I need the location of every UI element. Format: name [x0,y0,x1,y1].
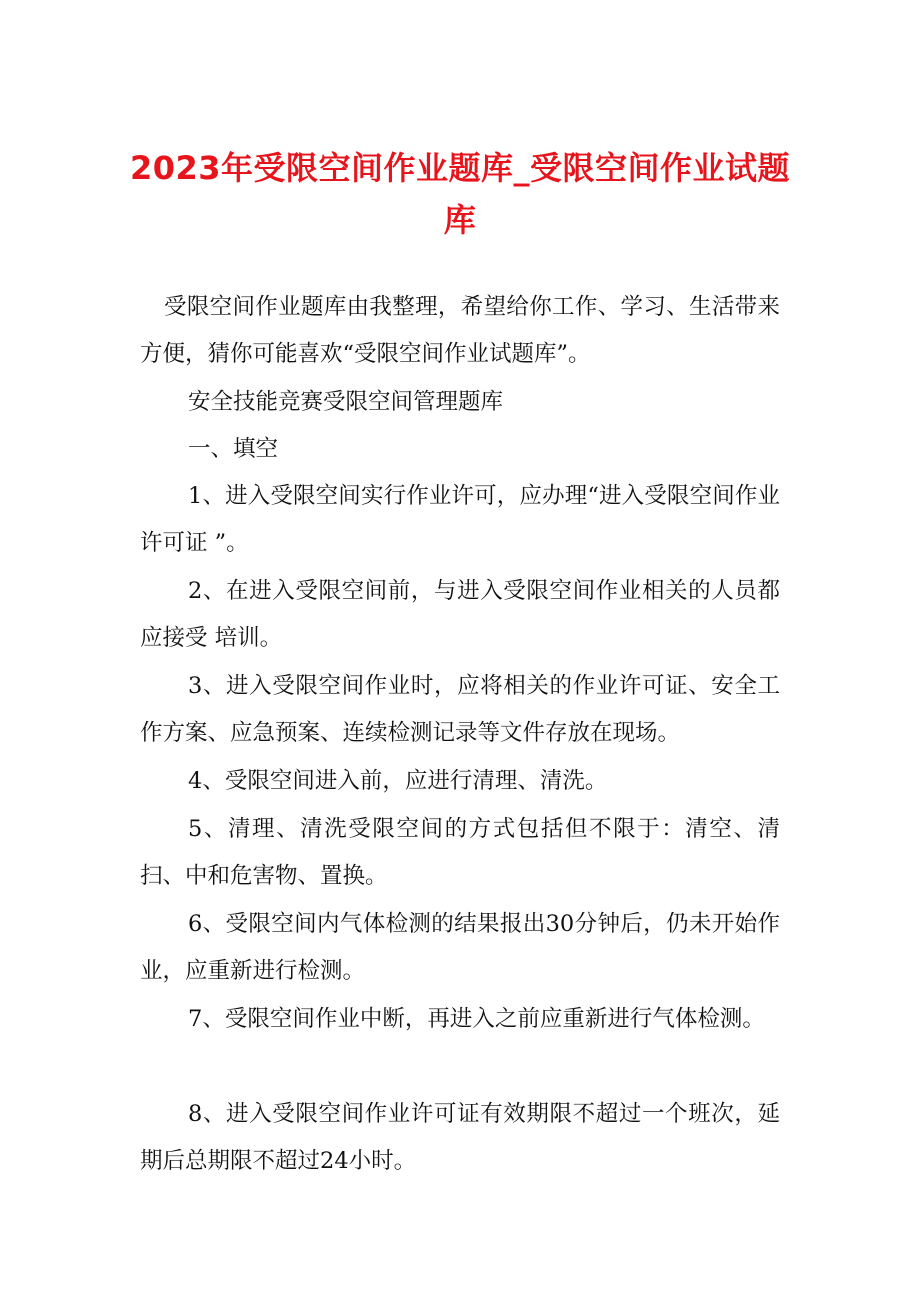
intro-paragraph: 受限空间作业题库由我整理，希望给你工作、学习、生活带来方便，猜你可能喜欢“受限空间作业试题库”。 [140,294,780,367]
question-item-7: 7、受限空间作业中断，再进入之前应重新进行气体检测。 [188,1006,765,1032]
question-item-3: 3、进入受限空间作业时，应将相关的作业许可证、安全工作方案、应急预案、连续检测记录等文件存放在现场。 [140,673,780,746]
section-title: 安全技能竞赛受限空间管理题库 [188,389,504,415]
question-item-1: 1、进入受限空间实行作业许可，应办理“进入受限空间作业许可证 ”。 [140,483,780,556]
part-heading: 一、填空 [188,436,279,462]
question-item-4: 4、受限空间进入前，应进行清理、清洗。 [188,768,608,794]
question-item-2: 2、在进入受限空间前，与进入受限空间作业相关的人员都应接受 培训。 [140,578,780,651]
question-item-5: 5、清理、清洗受限空间的方式包括但不限于：清空、清扫、中和危害物、置换。 [140,816,780,889]
question-item-8: 8、进入受限空间作业许可证有效期限不超过一个班次，延期后总期限不超过24小时。 [140,1101,780,1174]
document-title: 2023年受限空间作业题库_受限空间作业试题库 [129,149,791,239]
question-item-6: 6、受限空间内气体检测的结果报出30分钟后，仍未开始作业，应重新进行检测。 [140,911,780,984]
